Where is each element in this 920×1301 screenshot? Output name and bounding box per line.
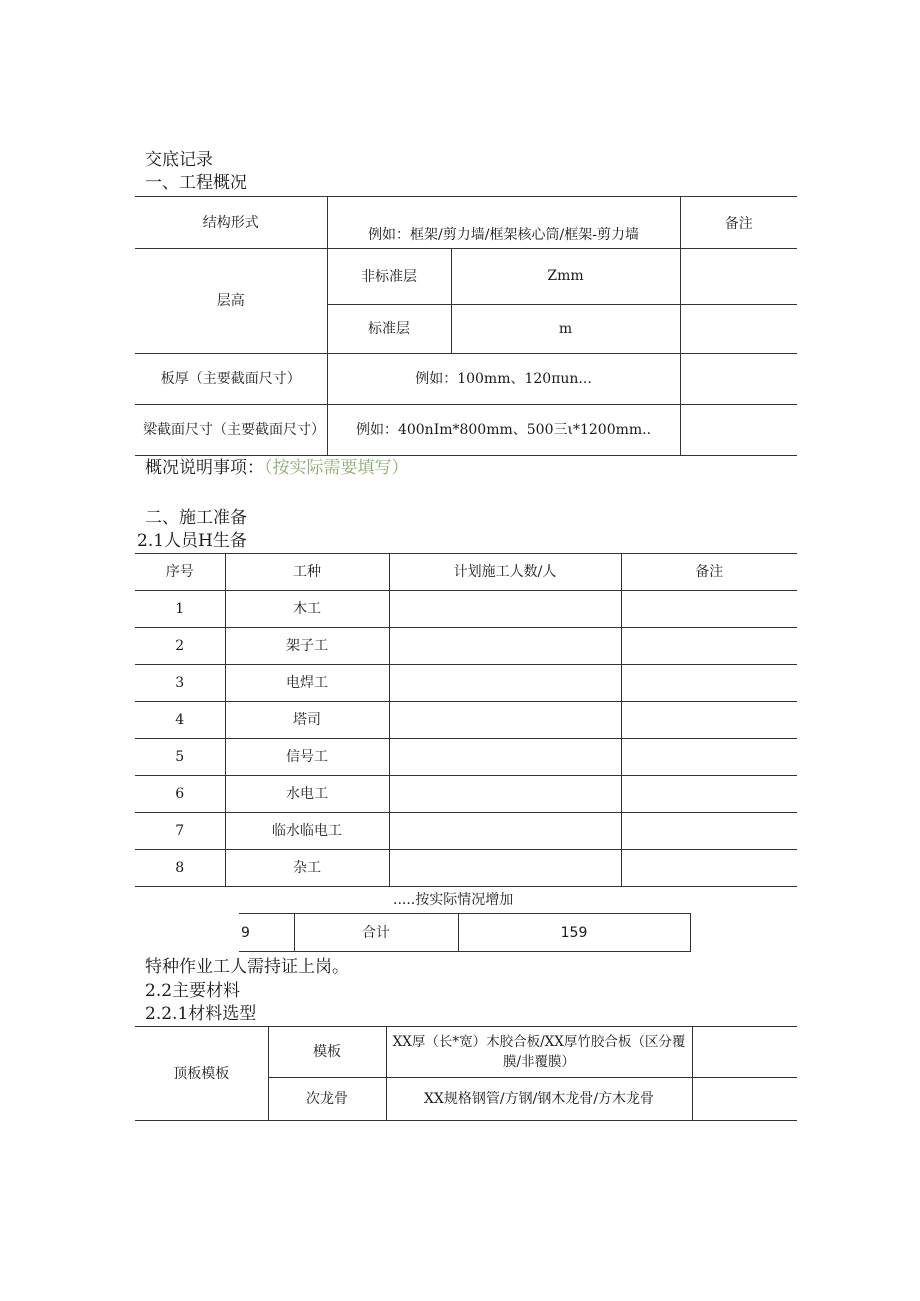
table-row [135, 813, 797, 850]
row-remark [621, 813, 797, 850]
header-no: 序号 [135, 554, 225, 591]
row-no: 5 [135, 739, 225, 776]
row-remark [621, 702, 797, 739]
material-selection-subheading: 2.2.1材料选型 [145, 1004, 257, 1024]
structure-label: 结构形式 [135, 197, 327, 249]
table-row [135, 665, 797, 702]
material-selection-table [135, 1026, 797, 1121]
row-count [389, 591, 621, 628]
joist-label: 次龙骨 [268, 1078, 386, 1121]
overview-note-hint: （按实际需要填写） [264, 458, 409, 478]
row-trade: 临水临电工 [225, 813, 389, 850]
row-no: 6 [135, 776, 225, 813]
beam-section-label: 梁截面尺寸（主要截面尺寸） [135, 405, 327, 456]
roof-formwork-label: 顶板模板 [135, 1027, 268, 1121]
table-row [135, 739, 797, 776]
nonstandard-floor-value: Zmm [451, 249, 680, 305]
row-count [389, 813, 621, 850]
total-no: 9 [239, 914, 294, 952]
slab-thickness-label: 板厚（主要截面尺寸） [135, 354, 327, 405]
remark-label: 备注 [680, 197, 797, 249]
row-trade: 木工 [225, 591, 389, 628]
overview-note [145, 458, 409, 478]
row-remark [621, 665, 797, 702]
section2-heading: 二、施工准备 [145, 508, 247, 528]
nonstandard-floor-label: 非标准层 [327, 249, 451, 305]
row-no: 2 [135, 628, 225, 665]
personnel-subheading: 2.1人员H生备 [137, 531, 247, 551]
floor-height-label: 层高 [135, 249, 327, 354]
slab-thickness-value: 例如：100mm、120πun... [327, 354, 680, 405]
header-planned-count: 计划施工人数/人 [389, 554, 621, 591]
row-remark [621, 591, 797, 628]
beam-section-value: 例如：400nIm*800mm、500三ι*1200mm.. [327, 405, 680, 456]
formwork-remark [692, 1027, 797, 1078]
row-trade: 信号工 [225, 739, 389, 776]
section1-heading: 一、工程概况 [145, 173, 247, 193]
row-remark [621, 776, 797, 813]
standard-floor-remark [680, 305, 797, 354]
standard-floor-label: 标准层 [327, 305, 451, 354]
nonstandard-floor-remark [680, 249, 797, 305]
row-remark [621, 850, 797, 887]
row-no: 4 [135, 702, 225, 739]
header-trade: 工种 [225, 554, 389, 591]
joist-value: XX规格钢管/方钢/钢木龙骨/方木龙骨 [386, 1078, 692, 1121]
row-no: 8 [135, 850, 225, 887]
row-count [389, 702, 621, 739]
overview-note-label: 概况说明事项： [145, 458, 264, 478]
row-count [389, 665, 621, 702]
total-value: 159 [458, 914, 690, 952]
total-table [239, 913, 691, 952]
row-remark [621, 739, 797, 776]
row-remark [621, 628, 797, 665]
project-overview-table [135, 196, 797, 456]
special-worker-note: 特种作业工人需持证上岗。 [145, 957, 349, 977]
row-trade: 水电工 [225, 776, 389, 813]
row-no: 7 [135, 813, 225, 850]
header-remark: 备注 [621, 554, 797, 591]
add-rows-note: .....按实际情况增加 [393, 892, 514, 908]
row-count [389, 850, 621, 887]
table-row [135, 702, 797, 739]
formwork-value: XX厚（长*宽）木胶合板/XX厚竹胶合板（区分覆膜/非覆膜） [386, 1027, 692, 1078]
total-label: 合计 [294, 914, 458, 952]
row-count [389, 739, 621, 776]
row-no: 3 [135, 665, 225, 702]
personnel-table [135, 553, 797, 887]
row-trade: 架子工 [225, 628, 389, 665]
row-count [389, 628, 621, 665]
table-row [135, 776, 797, 813]
beam-section-remark [680, 405, 797, 456]
row-count [389, 776, 621, 813]
row-trade: 电焊工 [225, 665, 389, 702]
slab-thickness-remark [680, 354, 797, 405]
table-row [135, 628, 797, 665]
structure-value: 例如：框架/剪力墙/框架核心筒/框架-剪力墙 [327, 197, 680, 249]
materials-subheading: 2.2主要材料 [145, 981, 241, 1001]
row-trade: 塔司 [225, 702, 389, 739]
table-row [135, 850, 797, 887]
row-no: 1 [135, 591, 225, 628]
formwork-label: 模板 [268, 1027, 386, 1078]
document-title: 交底记录 [145, 150, 213, 170]
table-row [135, 591, 797, 628]
standard-floor-value: m [451, 305, 680, 354]
joist-remark [692, 1078, 797, 1121]
row-trade: 杂工 [225, 850, 389, 887]
